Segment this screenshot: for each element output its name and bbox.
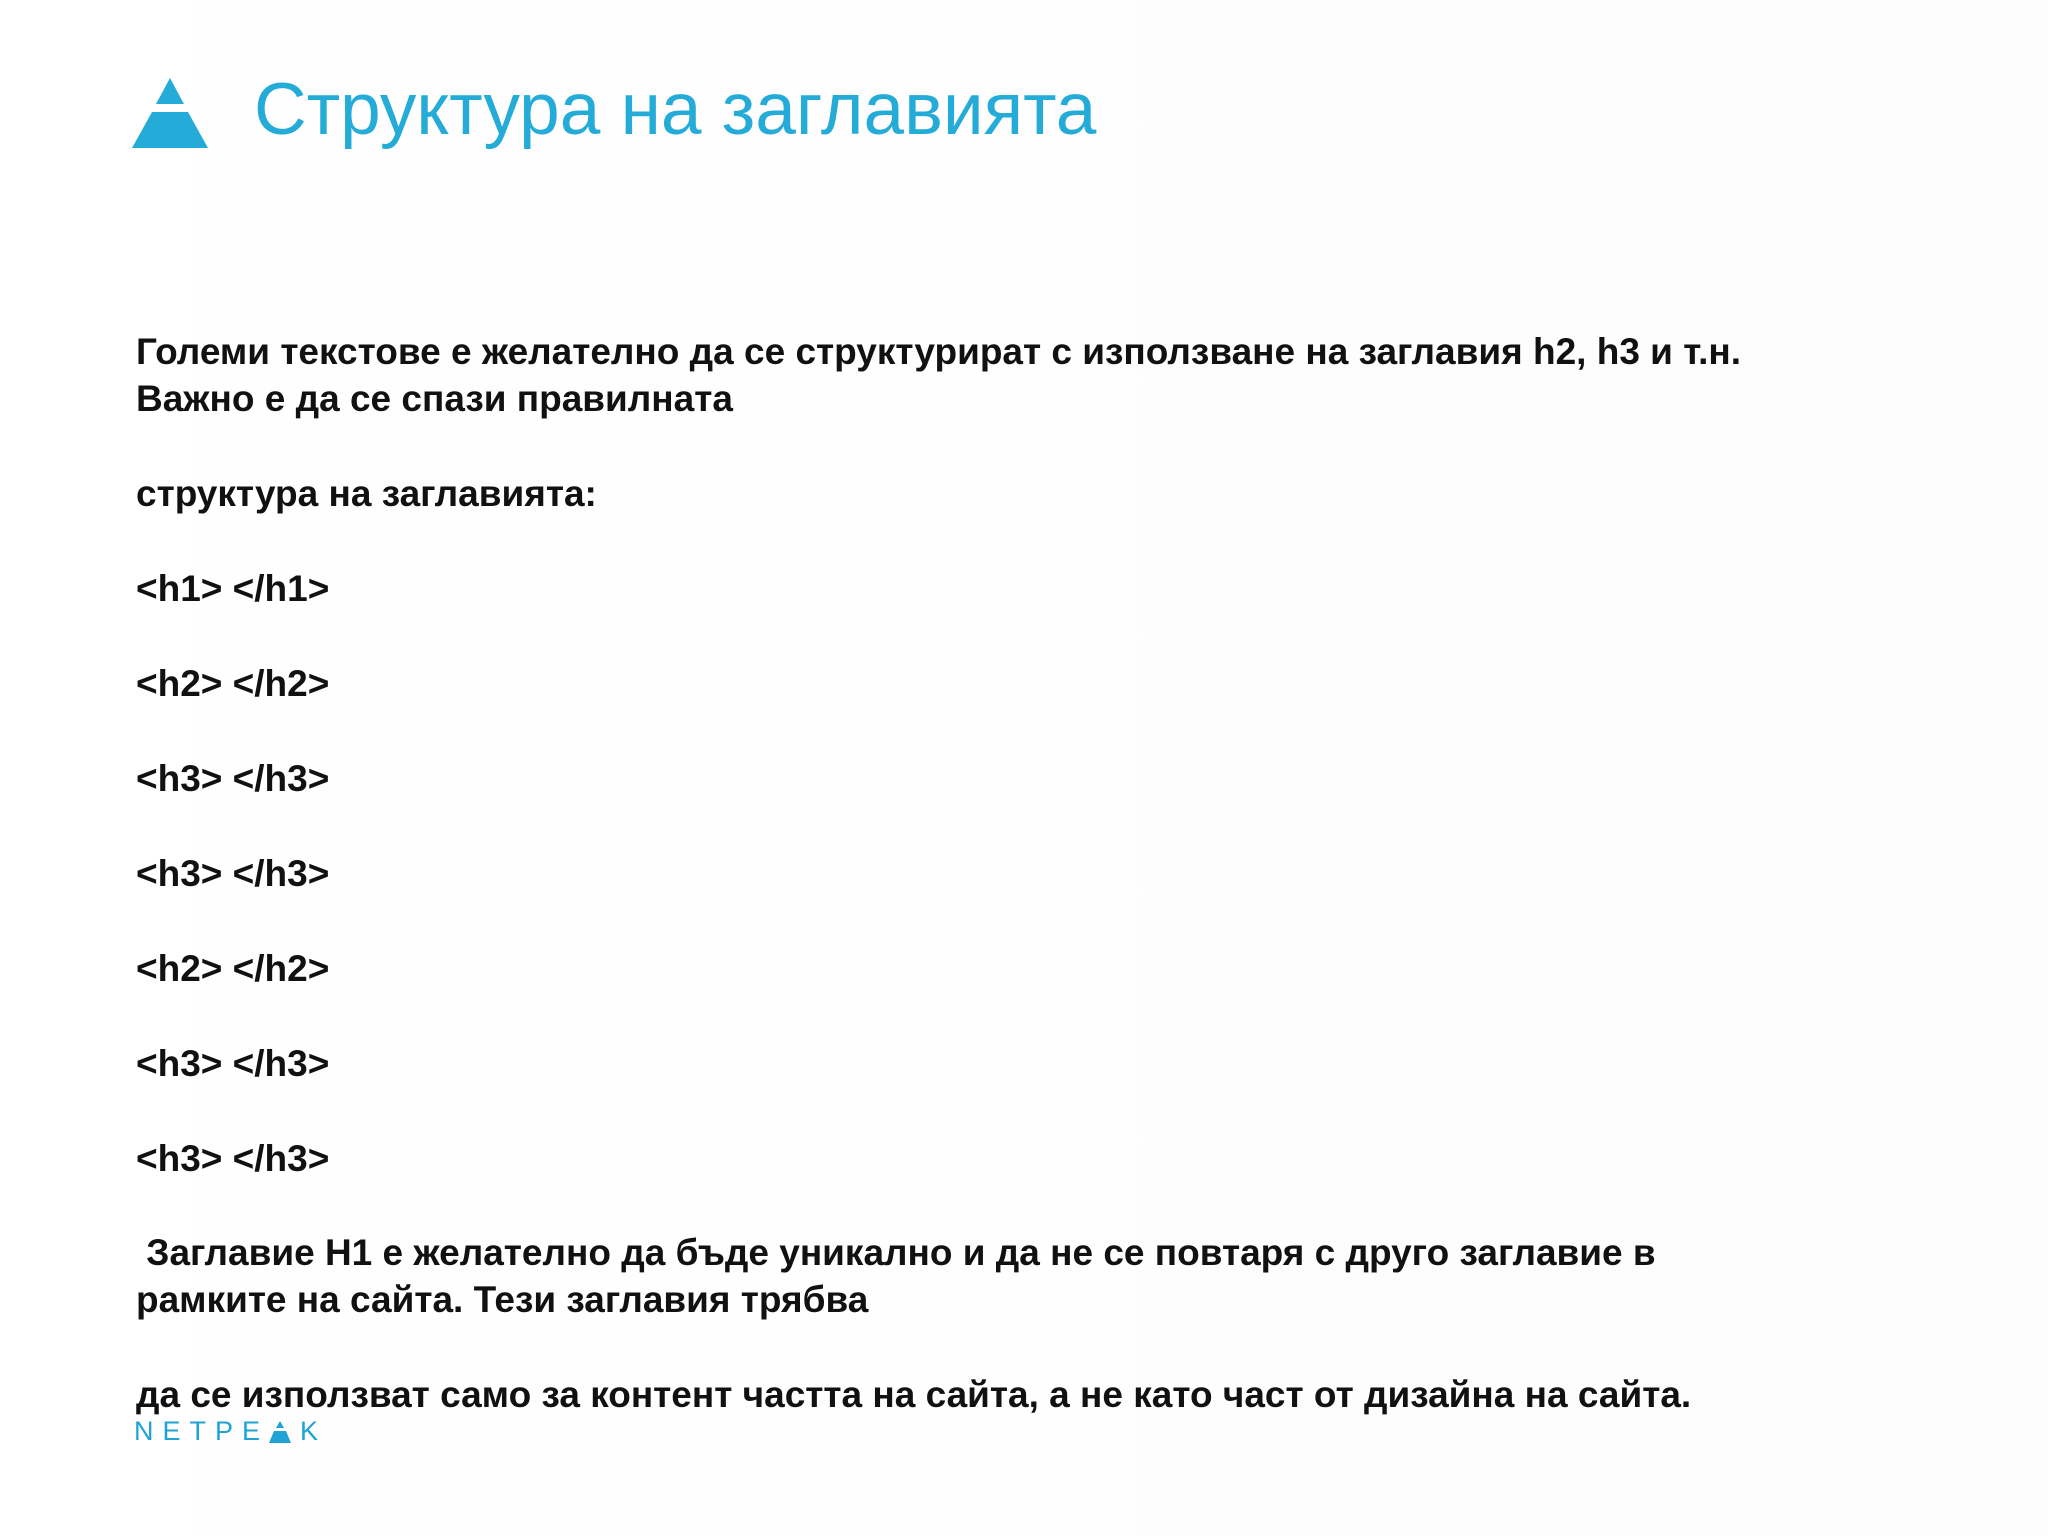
footer-logo-text-end: K	[300, 1416, 328, 1446]
heading-tag-line: <h3> </h3>	[136, 758, 330, 799]
heading-tag-line: <h2> </h2>	[136, 663, 330, 704]
heading-tag-line: <h3> </h3>	[136, 853, 330, 894]
paragraph-line: Заглавие H1 е желателно да бъде уникално и да не се повтаря с друго заглавие в	[136, 1232, 1656, 1273]
paragraph-line: да се използват само за контент частта на сайта, а не като част от дизайна на сайта.	[136, 1374, 1692, 1415]
footer-logo-text: NETPE	[134, 1416, 270, 1446]
paragraph-line: структура на заглавията:	[136, 473, 597, 514]
heading-tag-line: <h1> </h1>	[136, 568, 330, 609]
paragraph-line: рамките на сайта. Тези заглавия трябва	[136, 1279, 869, 1320]
heading-tag-line: <h3> </h3>	[136, 1138, 330, 1179]
netpeak-triangle-logo-icon	[132, 76, 208, 148]
paragraph-line: Големи текстове е желателно да се структурират с използване на заглавия h2, h3 и т.н.	[136, 331, 1741, 372]
footer-logo	[134, 1416, 327, 1447]
heading-tag-line: <h3> </h3>	[136, 1043, 330, 1084]
footer-logo-triangle-icon	[269, 1421, 291, 1443]
slide-title: Структура на заглавията	[254, 69, 1097, 150]
paragraph-line: Важно е да се спази правилната	[136, 378, 733, 419]
heading-tag-line: <h2> </h2>	[136, 948, 330, 989]
